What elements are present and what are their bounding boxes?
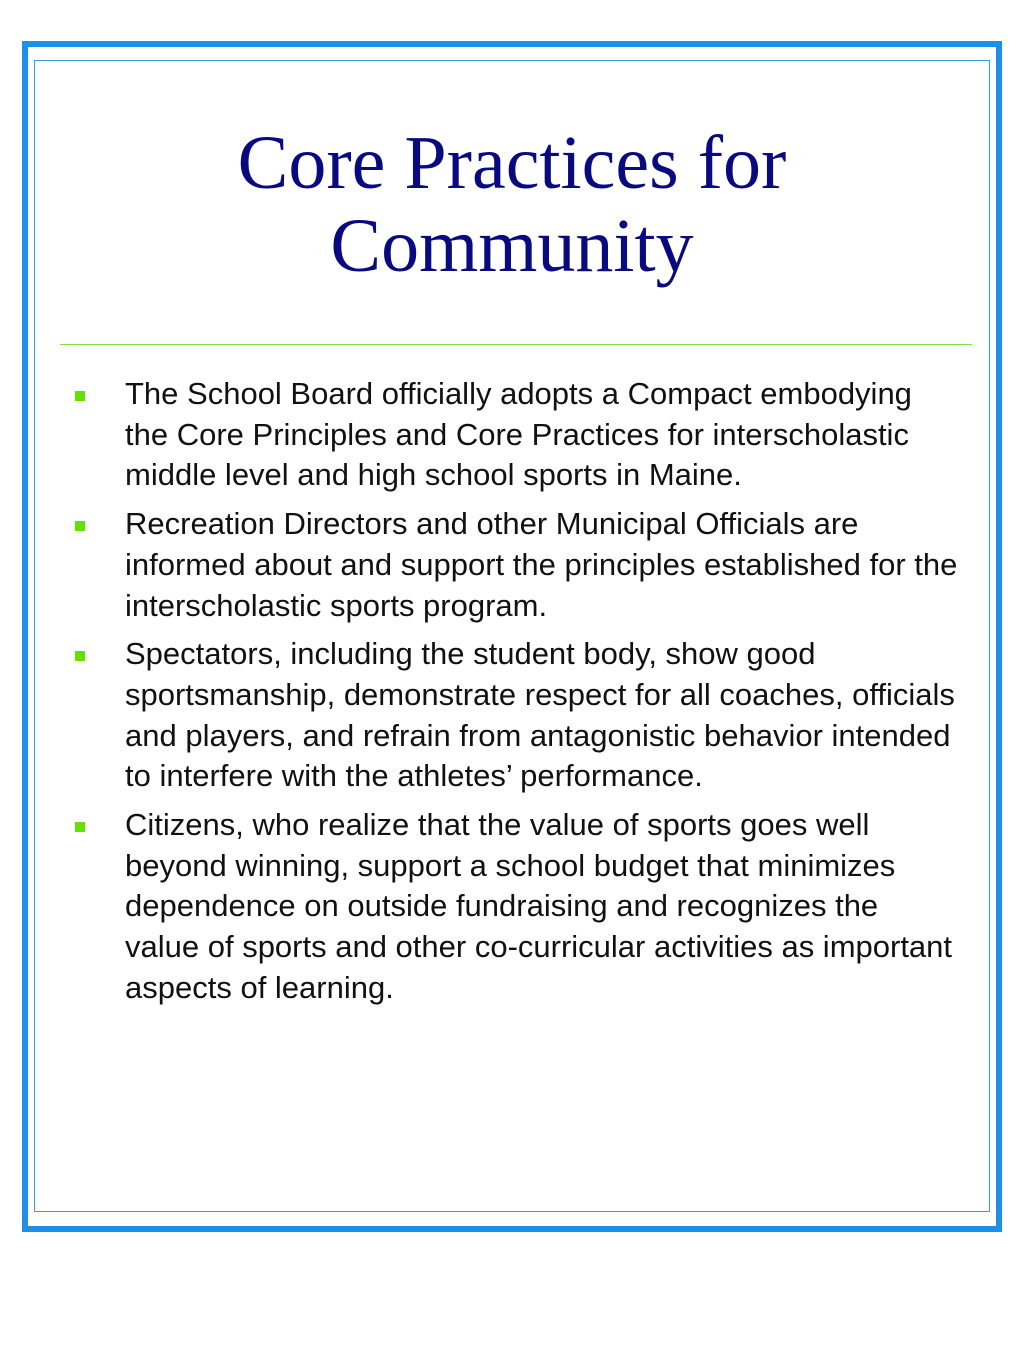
slide-title-line-2: Community (330, 204, 694, 288)
square-bullet-icon (75, 651, 85, 661)
square-bullet-icon (75, 391, 85, 401)
slide-title (34, 122, 990, 288)
title-divider (60, 344, 972, 345)
bullet-text: Recreation Directors and other Municipal Officials are informed about and support the principles established for the interscholastic sports program. (125, 506, 958, 623)
bullet-text: Spectators, including the student body, show good sportsmanship, demonstrate respect for all coaches, officials and players, and refrain from antagonistic behavior intended to interfere with the athletes’ performance. (125, 636, 955, 794)
bullet-list (68, 374, 958, 1017)
bullet-item (68, 634, 958, 797)
bullet-text: Citizens, who realize that the value of sports goes well beyond winning, support a school budget that minimizes dependence on outside fundraising and recognizes the value of sports and other co-curricular activities as important aspects of learning. (125, 807, 953, 1005)
slide-title-line-1: Core Practices for (237, 121, 787, 205)
bullet-item (68, 374, 958, 496)
bullet-item (68, 504, 958, 626)
square-bullet-icon (75, 521, 85, 531)
bullet-text: The School Board officially adopts a Compact embodying the Core Principles and Core Practices for interscholastic middle level and high school sports in Maine. (125, 376, 912, 493)
square-bullet-icon (75, 822, 85, 832)
bullet-item (68, 805, 958, 1009)
